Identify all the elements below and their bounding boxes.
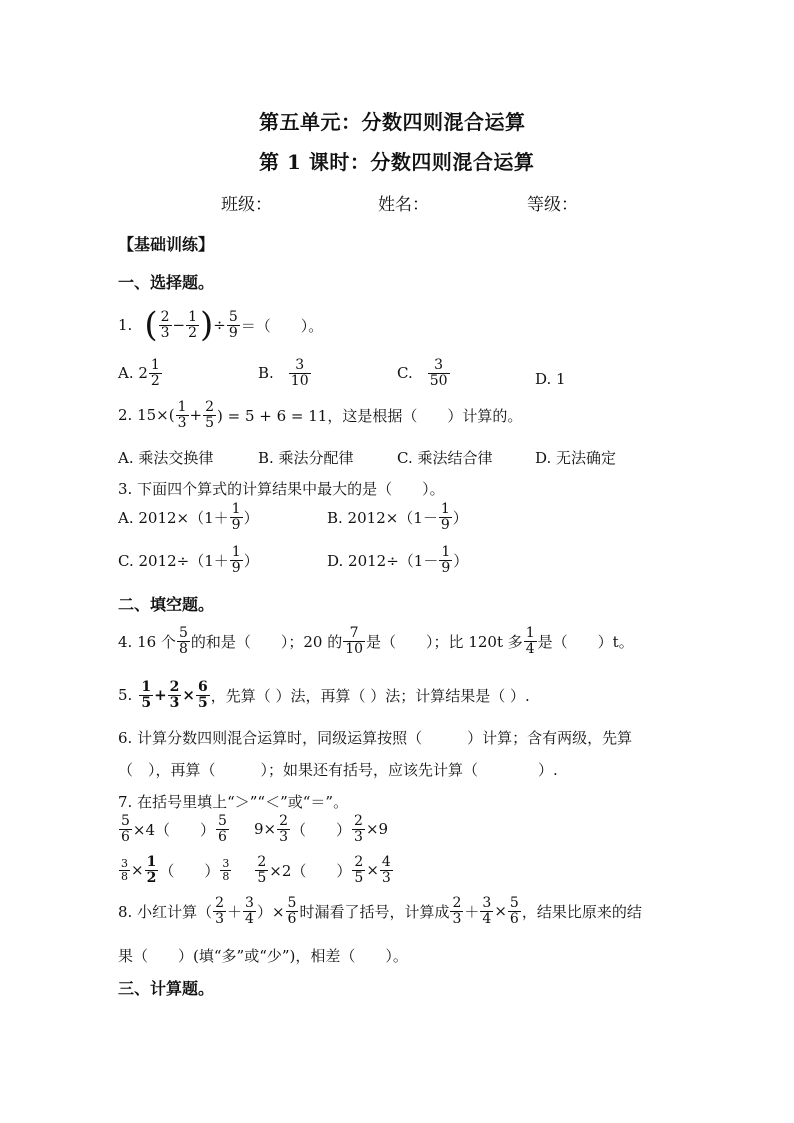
fraction: $\frac{2}{5}$ (205, 399, 215, 431)
fraction: $\frac{1}{9}$ (231, 544, 241, 576)
question-6-line-2: （ ），再算（ ）；如果还有括号，应该先计算（ ）. (118, 761, 558, 779)
section-fill: 二、填空题。 (118, 595, 215, 614)
fraction: $\frac{1}{9}$ (440, 501, 450, 533)
fraction: $\frac{2}{3}$ (452, 895, 462, 927)
grade-label: 等级： (527, 195, 578, 215)
fraction: $\frac{1}{5}$ (141, 679, 152, 711)
fraction: $\frac{3}{8}$ (222, 857, 230, 883)
open-paren: ( (144, 305, 158, 345)
fraction: $\frac{1}{2}$ (146, 854, 157, 886)
minus-sign: − (172, 316, 186, 334)
q3-option-b: B. 2012×（1－ $\frac{1}{9}$ ） (327, 501, 468, 533)
section-basic-training: 【基础训练】 (118, 235, 215, 254)
name-label: 姓名： (378, 195, 429, 215)
divide-sign: ÷ (213, 316, 226, 334)
q3-option-a: A. 2012×（1＋ $\frac{1}{9}$ ） (118, 501, 259, 533)
fraction: $\frac{6}{5}$ (197, 679, 208, 711)
lesson-title: 第 1 课时：分数四则混合运算 (259, 150, 535, 174)
q2-option-c: C. 乘法结合律 (397, 449, 493, 467)
fraction: $\frac{3}{8}$ (121, 857, 128, 883)
fraction: $\frac{1}{9}$ (231, 501, 241, 533)
fraction: $\frac{1}{9}$ (441, 544, 451, 576)
q3-option-c: C. 2012÷（1＋ $\frac{1}{9}$ ） (118, 544, 259, 576)
section-calc: 三、计算题。 (118, 979, 215, 998)
fraction: $\frac{1}{2}$ (188, 308, 197, 341)
fraction: $\frac{3}{4}$ (482, 895, 492, 927)
fraction: $\frac{2}{3}$ (160, 308, 170, 341)
fraction: $\frac{5}{9}$ (228, 308, 238, 341)
q1-option-d: D. 1 (535, 370, 566, 388)
fraction: $\frac{2}{5}$ (257, 854, 267, 886)
fraction: $\frac{5}{6}$ (121, 813, 130, 845)
fraction: $\frac{1}{4}$ (525, 625, 535, 657)
fraction: $\frac{3}{10}$ (290, 357, 309, 389)
question-7: 7. 在括号里填上“＞”“＜”或“＝”。 (118, 793, 349, 811)
section-choice: 一、选择题。 (118, 273, 215, 292)
question-2: 2. 15×( $\frac{1}{3}$ + $\frac{2}{5}$ ) = 5 + 6 = 11，这是根据（ ）计算的。 (118, 399, 523, 431)
question-4: 4. 16 个 $\frac{5}{8}$ 的和是（ ）；20 的 $\frac{7}{10}$ 是（ ）；比 120t 多 $\frac{1}{4}$ 是（ ）t。 (118, 625, 634, 657)
question-8-line-1: 8. 小红计算（ $\frac{2}{3}$ ＋ $\frac{3}{4}$ ）× $\frac{5}{6}$ 时漏看了括号，计算成 $\frac{2}{3}$ ＋ $\frac{3}{4}$ × $\frac{5}{6}$ ，结果比原来的结 (118, 895, 642, 927)
question-1 (118, 303, 323, 347)
fraction: $\frac{1}{3}$ (177, 399, 187, 431)
fraction: $\frac{3}{4}$ (245, 895, 254, 927)
close-paren: ) (200, 305, 214, 345)
fraction: $\frac{2}{5}$ (354, 854, 364, 886)
fraction: $\frac{5}{6}$ (218, 813, 227, 845)
fraction: $\frac{2}{3}$ (279, 813, 289, 845)
question-8-line-2: 果（ ）(填“多”或“少”)，相差（ ）。 (118, 947, 408, 965)
fraction: $\frac{3}{50}$ (429, 357, 448, 389)
q1-tail: ＝（ ）。 (240, 316, 324, 335)
fraction: $\frac{7}{10}$ (345, 625, 364, 657)
q1-number: 1. (118, 316, 133, 334)
fraction: $\frac{5}{8}$ (178, 625, 188, 657)
fraction: $\frac{2}{3}$ (354, 813, 363, 845)
fraction: $\frac{4}{3}$ (381, 854, 391, 886)
q1-option-a: A. 2 $\frac{1}{2}$ (118, 357, 160, 389)
q7-row-1: $\frac{5}{6}$ ×4（ ） $\frac{5}{6}$ 9× $\frac{2}{3}$ （ ） $\frac{2}{3}$ ×9 (121, 813, 389, 845)
fraction: $\frac{1}{2}$ (150, 357, 160, 389)
unit-title: 第五单元：分数四则混合运算 (259, 110, 526, 134)
q2-option-a: A. 乘法交换律 (118, 449, 214, 467)
question-3: 3. 下面四个算式的计算结果中最大的是（ ）。 (118, 480, 445, 498)
question-5: 5. $\frac{1}{5}$ + $\frac{2}{3}$ × $\frac{6}{5}$ ，先算（ ）法，再算（ ）法；计算结果是（ ）. (118, 679, 530, 711)
q7-row-2: $\frac{3}{8}$ × $\frac{1}{2}$ （ ） $\frac{3}{8}$ $\frac{2}{5}$ ×2（ ） $\frac{2}{5}$ × $\frac{4}{3}$ (121, 854, 391, 886)
fraction: $\frac{5}{6}$ (287, 895, 297, 927)
q3-option-d: D. 2012÷（1－ $\frac{1}{9}$ ） (327, 544, 469, 576)
fraction: $\frac{2}{3}$ (215, 895, 225, 927)
q2-option-b: B. 乘法分配律 (258, 449, 354, 467)
q1-option-b: B. $\frac{3}{10}$ (258, 357, 309, 389)
fraction: $\frac{2}{3}$ (169, 679, 180, 711)
fraction: $\frac{5}{6}$ (509, 895, 519, 927)
q2-option-d: D. 无法确定 (535, 449, 617, 467)
q1-option-c: C. $\frac{3}{50}$ (397, 357, 448, 389)
question-6-line-1: 6. 计算分数四则混合运算时，同级运算按照（ ）计算；含有两级，先算 (118, 729, 633, 747)
class-label: 班级： (221, 195, 272, 215)
